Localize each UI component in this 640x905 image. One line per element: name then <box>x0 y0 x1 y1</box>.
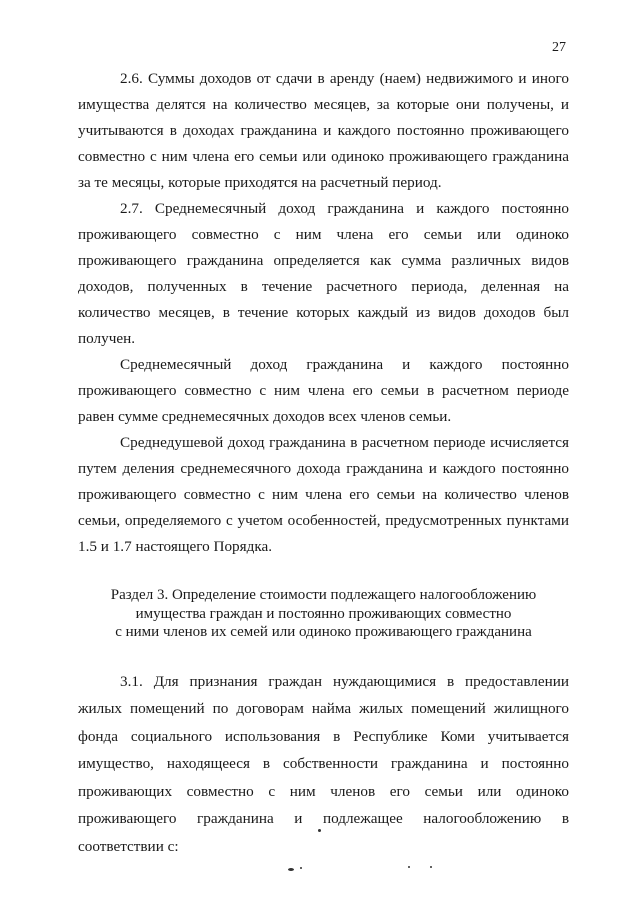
paragraph-per-capita-income: Среднедушевой доход гражданина в расчетном периоде исчисляется путем деления среднемесячного дохода гражданина и каждого постоянно проживающего совместно с ним члена его семьи на количество членов семьи, определяемого с учетом особенностей, предусмотренных пунктами 1.5 и 1.7 настоящего Порядка. <box>78 434 569 555</box>
scan-speck <box>318 829 321 832</box>
section-heading-line-2: имущества граждан и постоянно проживающих совместно <box>135 605 512 622</box>
section-heading-line-1: Раздел 3. Определение стоимости подлежащего налогообложению <box>110 587 537 603</box>
scan-speck <box>300 867 302 869</box>
scan-speck <box>288 868 294 871</box>
section-3-heading <box>78 586 569 642</box>
scan-speck <box>430 866 432 868</box>
paragraph-average-monthly-income: Среднемесячный доход гражданина и каждого постоянно проживающего совместно с ним члена его семьи в расчетном периоде равен сумме среднемесячных доходов всех членов семьи. <box>78 356 569 425</box>
document-body <box>78 66 569 860</box>
page-number: 27 <box>552 40 566 55</box>
scan-speck <box>408 866 410 868</box>
paragraph-3-1: 3.1. Для признания граждан нуждающимися в предоставлении жилых помещений по договорам найма жилых помещений жилищного фонда социального использования в Республике Коми учитывается имущество, находящееся в собственности гражданина и постоянно проживающих совместно с ним членов его семьи или одиноко проживающего гражданина и подлежащее налогообложению в соответствии с: <box>78 672 569 855</box>
section-heading-line-3: с ними членов их семей или одиноко проживающего гражданина <box>115 624 532 640</box>
paragraph-2-6: 2.6. Суммы доходов от сдачи в аренду (наем) недвижимого и иного имущества делятся на количество месяцев, за которые они получены, и учитываются в доходах гражданина и каждого постоянно проживающего совместно с ним члена его семьи или одиноко проживающего гражданина за те месяцы, которые приходятся на расчетный период. <box>78 70 569 191</box>
paragraph-2-7: 2.7. Среднемесячный доход гражданина и каждого постоянно проживающего совместно с ним члена его семьи или одиноко проживающего гражданина определяется как сумма различных видов доходов, полученных в течение расчетного периода, деленная на количество месяцев, в течение которых каждый из видов доходов был получен. <box>78 200 569 347</box>
